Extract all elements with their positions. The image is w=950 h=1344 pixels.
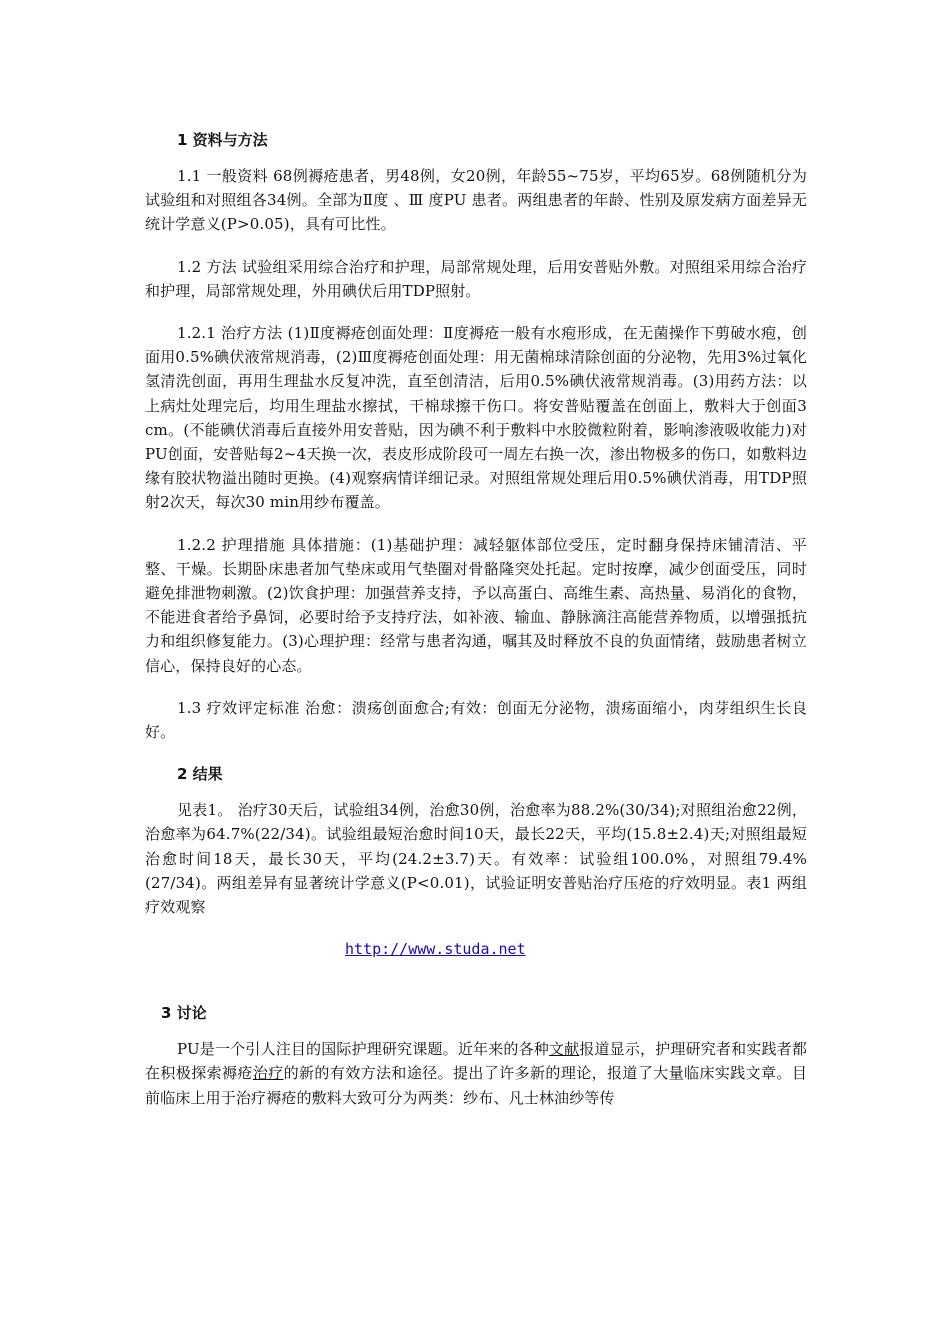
link-line xyxy=(145,937,807,961)
paragraph-1-1: 1.1 一般资料 68例褥疮患者，男48例，女20例，年龄55~75岁，平均65岁。68例随机分为试验组和对照组各34例。全部为Ⅱ度 、Ⅲ 度PU 患者。两组患者的年龄、性别及原发病方面差异无统计学意义(P>0.05)，具有可比性。 xyxy=(145,167,807,234)
paragraph-3-discussion xyxy=(145,1037,807,1110)
paragraph-1-2: 1.2 方法 试验组采用综合治疗和护理，局部常规处理，后用安普贴外敷。对照组采用综合治疗和护理，局部常规处理，外用碘伏后用TDP照射。 xyxy=(145,257,807,300)
section-1-heading: 1 资料与方法 xyxy=(177,131,268,149)
paragraph-2-results: 见表1。 治疗30天后，试验组34例，治愈30例，治愈率为88.2%(30/34);对照组治愈22例，治愈率为64.7%(22/34)。试验组最短治愈时间10天，最长22天，平均(15.8±2.4)天;对照组最短治愈时间18天，最长30天，平均(24.2±3.7)天。有效率：试验组100.0%，对照组79.4%(27/34)。两组差异有显著统计学意义(P<0.01)，试验证明安普贴治疗压疮的疗效明显。表1 两组疗效观察 xyxy=(145,801,807,917)
discussion-text-c: 的新的有效方法和途径。提出了许多新的理论，报道了大量临床实践文章。目前临床上用于治疗褥疮的敷料大致可分为两类：纱布、凡士林油纱等传 xyxy=(145,1064,807,1107)
discussion-text-a: PU是一个引人注目的国际护理研究课题。近年来的各种 xyxy=(177,1040,549,1059)
studa-link[interactable]: http://www.studa.net xyxy=(345,940,526,959)
document-body xyxy=(145,112,807,1128)
discussion-text-b: 报道显示，护理研究者和实践者都在积极探索褥疮 xyxy=(145,1040,807,1083)
literature-link[interactable]: 文献 xyxy=(548,1040,580,1059)
section-3-heading: 3 讨论 xyxy=(161,1004,207,1023)
paragraph-1-2-1: 1.2.1 治疗方法 (1)Ⅱ度褥疮创面处理：Ⅱ度褥疮一般有水疱形成，在无菌操作下剪破水疱，创面用0.5%碘伏液常规消毒，(2)Ⅲ度褥疮创面处理：用无菌棉球清除创面的分泌物，先用3%过氧化氢清洗创面，再用生理盐水反复冲洗，直至创清洁，后用0.5%碘伏液常规消毒。(3)用药方法：以上病灶处理完后，均用生理盐水擦拭，干棉球擦干伤口。将安普贴覆盖在创面上，敷料大于创面3 cm。(不能碘伏消毒后直接外用安普贴，因为碘不利于敷料中水胶微粒附着，影响渗液吸收能力)对PU创面，安普贴每2~4天换一次，表皮形成阶段可一周左右换一次，渗出物极多的伤口，如敷料边缘有胶状物溢出随时更换。(4)观察病情详细记录。对照组常规处理后用0.5%碘伏消毒，用TDP照射2次天，每次30 min用纱布覆盖。 xyxy=(145,324,807,512)
paragraph-1-3: 1.3 疗效评定标准 治愈：溃疡创面愈合;有效：创面无分泌物，溃疡面缩小，肉芽组织生长良好。 xyxy=(145,698,807,742)
section-2-heading: 2 结果 xyxy=(177,765,223,784)
treatment-link[interactable]: 治疗 xyxy=(252,1064,284,1083)
paragraph-1-2-2: 1.2.2 护理措施 具体措施：(1)基础护理：减轻躯体部位受压，定时翻身保持床铺清洁、平整、干燥。长期卧床患者加气垫床或用气垫圈对骨骼隆突处托起。定时按摩，减少创面受压，同时避免排泄物刺激。(2)饮食护理：加强营养支持，予以高蛋白、高维生素、高热量、易消化的食物，不能进食者给予鼻饲，必要时给予支持疗法，如补液、输血、静脉滴注高能营养物质，以增强抵抗力和组织修复能力。(3)心理护理：经常与患者沟通，嘱其及时释放不良的负面情绪，鼓励患者树立信心，保持良好的心态。 xyxy=(145,535,807,675)
